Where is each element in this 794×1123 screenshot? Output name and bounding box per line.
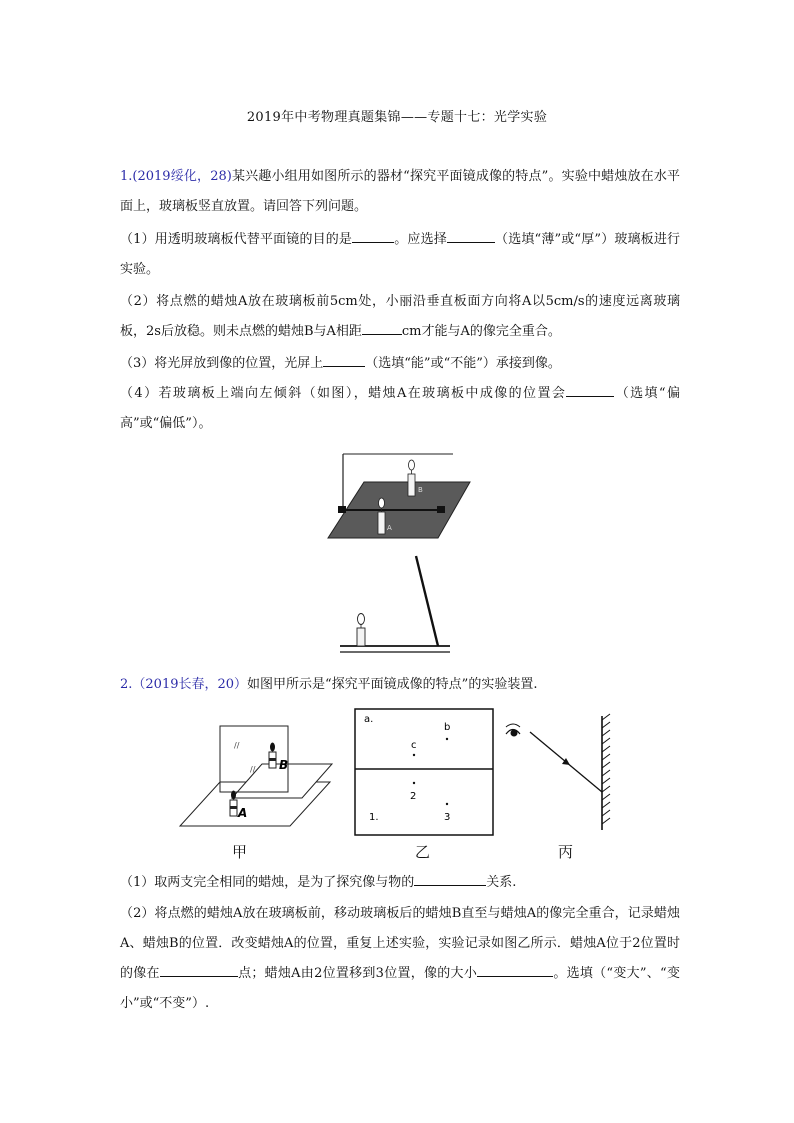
answer-blank[interactable]	[352, 230, 394, 243]
candle-a-label: A	[387, 524, 392, 532]
q2-sub1	[120, 868, 680, 898]
q1-sub1-text-b: 。应选择	[394, 232, 447, 247]
q2-sub1-text-a: （1）取两支完全相同的蜡烛，是为了探究像与物的	[120, 875, 415, 890]
q1-stem-text: 某兴趣小组用如图所示的器材“探究平面镜成像的特点”。实验中蜡烛放在水平面上，玻璃板竖直放置。请回答下列问题。	[120, 169, 680, 214]
candle-b-label: B	[418, 486, 423, 494]
q2-sub2-text-c: 。选填（“变大”、“变小”或“不变”）.	[120, 966, 680, 1011]
glass-mark: //	[250, 765, 256, 774]
answer-blank[interactable]	[447, 230, 495, 243]
q1-sub4-text-b: （选填“偏高”或“偏低”）。	[120, 386, 680, 431]
q2-figure-bing	[500, 712, 620, 832]
q1-sub2-text-a: （2）将点燃的蜡烛A放在玻璃板前5cm处，小丽沿垂直板面方向将A以5cm/s的速度远离玻璃板，2s后放稳。则未点燃的蜡烛B与A相距	[120, 294, 680, 339]
q1-sub2-text-b: cm才能与A的像完全重合。	[401, 324, 561, 339]
answer-blank[interactable]	[362, 322, 402, 335]
q2-figure-jia	[180, 718, 350, 830]
q1-sub3-text-a: （3）将光屏放到像的位置，光屏上	[120, 356, 324, 371]
point-2-label: 2	[410, 791, 417, 802]
q2-stem	[120, 670, 680, 700]
q1-figure-setup	[326, 450, 471, 542]
q1-sub1-text-c: （选填“薄”或“厚”）玻璃板进行实验。	[120, 232, 680, 277]
page-title: 2019年中考物理真题集锦——专题十七：光学实验	[246, 110, 548, 125]
q1-sub1	[120, 225, 680, 285]
q2-source: 2.（2019长春，20）	[120, 677, 248, 692]
q2-stem-text: 如图甲所示是“探究平面镜成像的特点”的实验装置.	[247, 677, 538, 692]
q1-sub3	[120, 349, 680, 379]
q2-sub2	[120, 899, 680, 1019]
q1-source: 1.(2019绥化，28)	[120, 169, 232, 184]
candle-a-label: A	[238, 806, 248, 820]
q1-sub4-text-a: （4）若玻璃板上端向左倾斜（如图），蜡烛A在玻璃板中成像的位置会	[120, 386, 567, 401]
q2-figure-yi	[354, 708, 494, 836]
q1-figure-tilted-plate	[340, 552, 450, 658]
answer-blank[interactable]	[414, 873, 486, 886]
answer-blank[interactable]	[477, 964, 553, 977]
answer-blank[interactable]	[566, 384, 614, 397]
figure-caption-bing: 丙	[558, 843, 574, 861]
q2-sub2-text-a: （2）将点燃的蜡烛A放在玻璃板前，移动玻璃板后的蜡烛B直至与蜡烛A的像完全重合，记录蜡烛A、蜡烛B的位置．改变蜡烛A的位置，重复上述实验，实验记录如图乙所示．蜡烛A位于2位置时的像在	[120, 906, 680, 981]
q1-sub1-text-a: （1）用透明玻璃板代替平面镜的目的是	[120, 232, 353, 247]
glass-mark: //	[234, 741, 240, 750]
q1-stem	[120, 162, 680, 222]
point-a-label: a.	[364, 714, 374, 725]
eye-icon	[506, 724, 520, 737]
point-c-label: c	[411, 740, 417, 751]
point-3-label: 3	[444, 812, 451, 823]
answer-blank[interactable]	[323, 354, 365, 367]
answer-blank[interactable]	[160, 964, 238, 977]
point-b-label: b	[444, 722, 451, 733]
candle-b-label: B	[279, 758, 289, 772]
figure-caption-jia: 甲	[232, 843, 248, 861]
q1-sub2	[120, 287, 680, 347]
point-1-label: 1.	[369, 812, 379, 823]
q2-sub1-text-b: 关系.	[486, 875, 517, 890]
q1-sub4	[120, 379, 680, 439]
q2-sub2-text-b: 点；蜡烛A由2位置移到3位置，像的大小	[237, 966, 478, 981]
q1-sub3-text-b: （选填“能”或“不能”）承接到像。	[365, 356, 561, 371]
figure-caption-yi: 乙	[415, 843, 431, 861]
